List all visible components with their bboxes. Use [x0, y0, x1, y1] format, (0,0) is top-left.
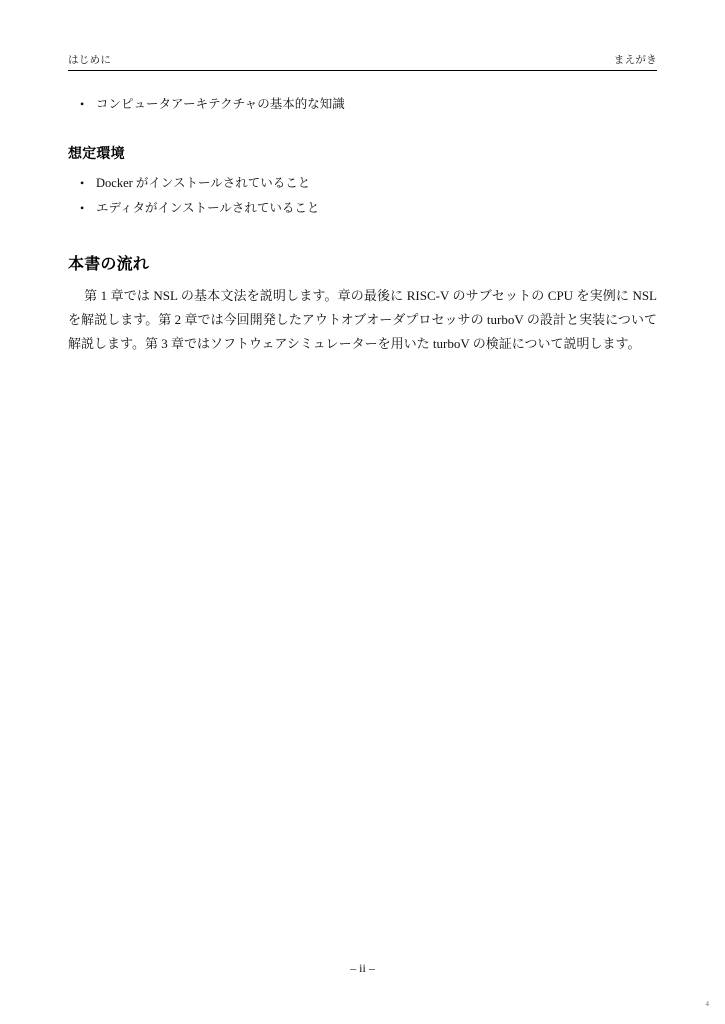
list-item: • エディタがインストールされていること: [68, 196, 657, 221]
corner-page-number: 4: [705, 1000, 709, 1008]
flow-paragraph: [68, 284, 657, 356]
prerequisite-list: [68, 92, 657, 117]
running-header: [68, 52, 657, 67]
section-heading-environment: 想定環境: [68, 146, 125, 162]
header-rule: [68, 70, 657, 71]
section-heading-flow: 本書の流れ: [68, 254, 150, 273]
flow-paragraph-text: 第 1 章では NSL の基本文法を説明します。章の最後に RISC-V のサブセットの CPU を実例に NSL を解説します。第 2 章では今回開発したアウトオブオーダプロセッサの turboV の設計と実装について解説します。第 3 章ではソフトウェアシミュレーターを用いた turboV の検証について説明します。: [68, 288, 657, 352]
page-content: [68, 92, 657, 356]
header-right-text: まえがき: [613, 55, 657, 66]
header-left-text: はじめに: [68, 55, 112, 66]
list-item: • コンピュータアーキテクチャの基本的な知識: [68, 92, 657, 117]
page-folio: – ii –: [350, 961, 375, 975]
list-item: • Docker がインストールされていること: [68, 171, 657, 196]
environment-list: [68, 171, 657, 221]
